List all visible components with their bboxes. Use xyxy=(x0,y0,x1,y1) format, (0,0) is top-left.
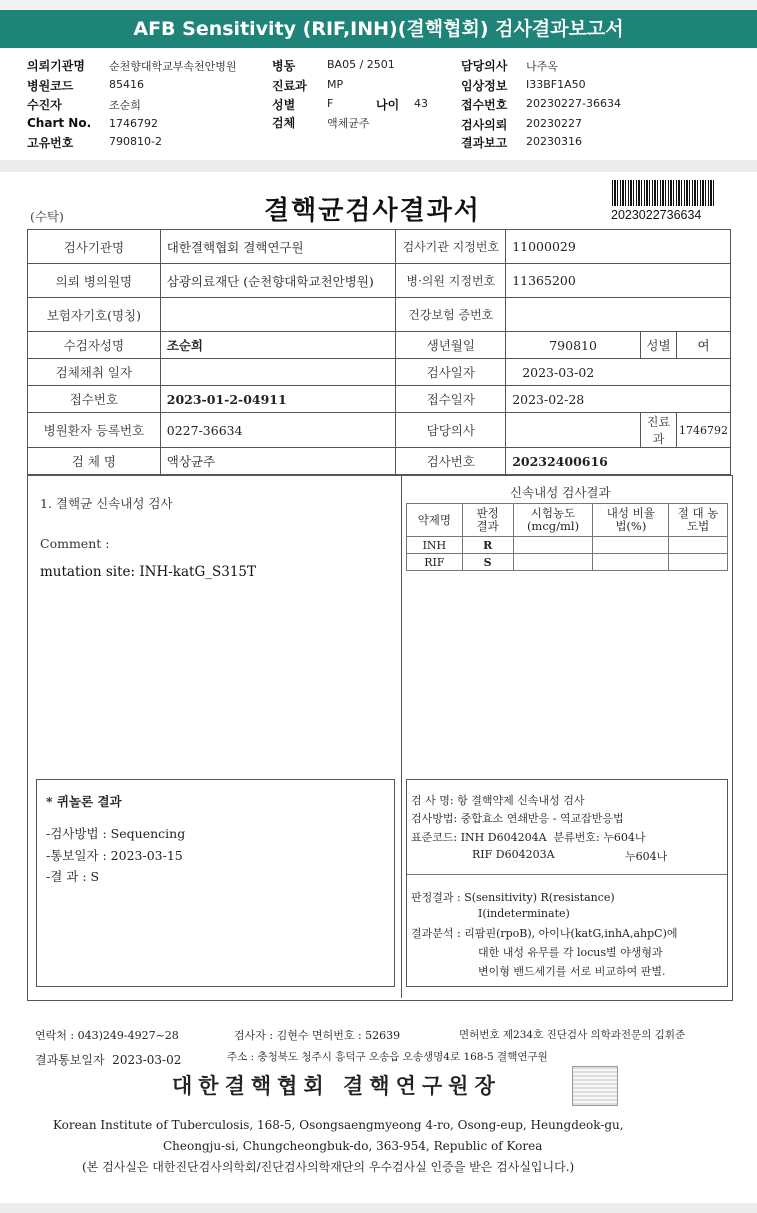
header-label: 수진자 xyxy=(27,98,62,112)
cell-birth: 790810 xyxy=(506,332,641,359)
header-label: 검사의뢰 xyxy=(461,118,508,132)
sens-empty xyxy=(593,537,669,554)
method-analysis3: 변이형 밴드세기를 서로 비교하여 판별. xyxy=(478,965,666,978)
barcode-image xyxy=(612,180,716,206)
footer-license: 면허번호 제234호 진단검사 의학과전문의 김휘준 xyxy=(459,1029,686,1041)
patient-info-table xyxy=(27,229,731,475)
footer-org-name: 대한결핵협회 결핵연구원장 xyxy=(172,1073,501,1098)
sens-result: R xyxy=(462,537,513,554)
doc-title: 결핵균검사결과서 xyxy=(264,196,481,226)
header-label: 담당의사 xyxy=(461,59,508,73)
method-method: 검사방법: 중합효소 연쇄반응 - 역교잡반응법 xyxy=(411,812,624,825)
cell-patient: 조순희 xyxy=(160,332,396,359)
cell-label: 건강보험 증번호 xyxy=(396,298,506,332)
header-value: F xyxy=(327,97,334,110)
quinolone-title: * 퀴놀론 결과 xyxy=(46,794,122,809)
sens-empty xyxy=(513,554,593,571)
method-name: 검 사 명: 항 결핵약제 신속내성 검사 xyxy=(411,794,585,807)
header-label: 고유번호 xyxy=(27,136,74,150)
barcode-number: 2023022736634 xyxy=(611,208,702,222)
cell-label: 의뢰 병의원명 xyxy=(28,264,161,298)
cell-label: 진료과 xyxy=(641,413,677,448)
header-label: 진료과 xyxy=(272,79,307,93)
header-label: 병원코드 xyxy=(27,79,74,93)
sens-title: 신속내성 검사결과 xyxy=(510,485,611,500)
cell-test-date: 2023-03-02 xyxy=(506,359,731,386)
cell-label: 검사기관 지정번호 xyxy=(396,230,506,264)
header-label: 결과보고 xyxy=(461,136,508,150)
section-heading: 1. 결핵균 신속내성 검사 xyxy=(40,496,173,511)
header-value: 조순희 xyxy=(109,99,141,112)
sens-empty xyxy=(593,554,669,571)
header-value: 790810-2 xyxy=(109,135,162,148)
cell-collect xyxy=(160,359,396,386)
cell-label: 접수일자 xyxy=(396,386,506,413)
top-strip xyxy=(0,0,757,10)
result-divider xyxy=(401,476,402,998)
cell-label: 병원환자 등록번호 xyxy=(28,413,161,448)
cell-recv-no: 2023-01-2-04911 xyxy=(160,386,396,413)
sens-result: S xyxy=(462,554,513,571)
sens-empty xyxy=(669,537,728,554)
cell-lab-no: 11000029 xyxy=(506,230,731,264)
report-title: AFB Sensitivity (RIF,INH)(결핵협회) 검사결과보고서 xyxy=(0,10,757,48)
bottom-band xyxy=(0,1203,757,1213)
footer-address: 주소 : 충청북도 청주시 흥덕구 오송읍 오송생명4로 168-5 결핵연구원 xyxy=(227,1051,548,1063)
sens-drug: INH xyxy=(407,537,463,554)
seal-stamp xyxy=(572,1066,618,1106)
cell-label: 접수번호 xyxy=(28,386,161,413)
cell-label: 담당의사 xyxy=(396,413,506,448)
sensitivity-table xyxy=(406,503,728,571)
cell-label: 검사번호 xyxy=(396,448,506,475)
method-analysis2: 대한 내성 유무를 각 locus별 야생형과 xyxy=(478,946,663,959)
quinolone-method: -검사방법 : Sequencing xyxy=(46,826,186,841)
header-value: BA05 / 2501 xyxy=(327,58,395,71)
footer-cert: (본 검사실은 대한진단검사의학회/진단검사의학재단의 우수검사실 인증을 받은 검사실입니다.) xyxy=(82,1160,575,1174)
cell-label: 검 체 명 xyxy=(28,448,161,475)
cell-label: 생년월일 xyxy=(396,332,506,359)
cell-label: 성별 xyxy=(641,332,677,359)
comment-label: Comment : xyxy=(40,536,110,551)
footer-en-addr1: Korean Institute of Tuberculosis, 168-5, Osongsaengmyeong 4-ro, Osong-eup, Heungdeok-gu, xyxy=(53,1118,624,1132)
method-code2: RIF D604203A xyxy=(472,848,555,861)
cell-health-no xyxy=(506,298,731,332)
method-code1: 표준코드: INH D604204A 분류번호: 누604나 xyxy=(411,831,646,844)
consign-label: (수탁) xyxy=(30,209,64,224)
header-value: 20230227 xyxy=(526,117,582,130)
sens-empty xyxy=(513,537,593,554)
cell-label: 병·의원 지정번호 xyxy=(396,264,506,298)
footer-contact: 연락처 : 043)249-4927~28 xyxy=(35,1029,179,1042)
header-label: 병동 xyxy=(272,59,296,73)
cell-specimen: 액상균주 xyxy=(160,448,396,475)
footer-tester: 검사자 : 김현수 면허번호 : 52639 xyxy=(234,1029,401,1042)
header-label: 접수번호 xyxy=(461,98,508,112)
header-label: 검체 xyxy=(272,116,296,130)
mutation-site: mutation site: INH-katG_S315T xyxy=(40,564,257,580)
sens-header: 판정 결과 xyxy=(462,504,513,537)
footer-notice-date: 결과통보일자 2023-03-02 xyxy=(35,1053,182,1067)
cell-reg: 0227-36634 xyxy=(160,413,396,448)
cell-hosp: 삼광의료재단 (순천향대학교천안병원) xyxy=(160,264,396,298)
header-value: 20230316 xyxy=(526,135,582,148)
cell-test-no: 20232400616 xyxy=(506,448,731,475)
method-analysis: 결과분석 : 리팜핀(rpoB), 아이나(katG,inhA,ahpC)에 xyxy=(411,927,678,940)
quinolone-date: -통보일자 : 2023-03-15 xyxy=(46,848,183,863)
quinolone-result: -결 과 : S xyxy=(46,869,100,884)
separator-band xyxy=(0,160,757,172)
sens-header: 내성 비율법(%) xyxy=(593,504,669,537)
cell-lab-name: 대한결핵협회 결핵연구원 xyxy=(160,230,396,264)
method-judge: 판정결과 : S(sensitivity) R(resistance) xyxy=(411,891,615,904)
header-value: 순천향대학교부속천안병원 xyxy=(109,60,237,73)
method-divider xyxy=(407,874,727,875)
footer-en-addr2: Cheongju-si, Chungcheongbuk-do, 363-954, Republic of Korea xyxy=(163,1139,543,1153)
method-judge2: I(indeterminate) xyxy=(478,907,570,920)
header-label-age: 나이 xyxy=(376,98,400,112)
header-value: 액체균주 xyxy=(327,117,370,130)
cell-dept: 1746792 xyxy=(676,413,730,448)
header-label: 의뢰기관명 xyxy=(27,59,85,73)
cell-label: 수검자성명 xyxy=(28,332,161,359)
sens-header: 약제명 xyxy=(407,504,463,537)
cell-recv-date: 2023-02-28 xyxy=(506,386,731,413)
sens-header: 시험농도 (mcg/ml) xyxy=(513,504,593,537)
header-value-age: 43 xyxy=(414,97,428,110)
cell-doctor xyxy=(506,413,641,448)
sens-drug: RIF xyxy=(407,554,463,571)
cell-label: 보험자기호(명칭) xyxy=(28,298,161,332)
header-value: 85416 xyxy=(109,78,144,91)
header-value: MP xyxy=(327,78,344,91)
header-value: 20230227-36634 xyxy=(526,97,621,110)
header-value: I33BF1A50 xyxy=(526,78,586,91)
cell-label: 검사일자 xyxy=(396,359,506,386)
cell-label: 검사기관명 xyxy=(28,230,161,264)
method-code2b: 누604나 xyxy=(625,850,668,863)
sens-empty xyxy=(669,554,728,571)
header-value: 나주옥 xyxy=(526,60,558,73)
sens-header: 절 대 농도법 xyxy=(669,504,728,537)
header-value: 1746792 xyxy=(109,117,158,130)
cell-insurer xyxy=(160,298,396,332)
cell-label: 검체채취 일자 xyxy=(28,359,161,386)
header-label: Chart No. xyxy=(27,116,92,130)
header-label: 성별 xyxy=(272,98,296,112)
header-label: 임상정보 xyxy=(461,79,508,93)
cell-hosp-no: 11365200 xyxy=(506,264,731,298)
cell-sex: 여 xyxy=(676,332,730,359)
